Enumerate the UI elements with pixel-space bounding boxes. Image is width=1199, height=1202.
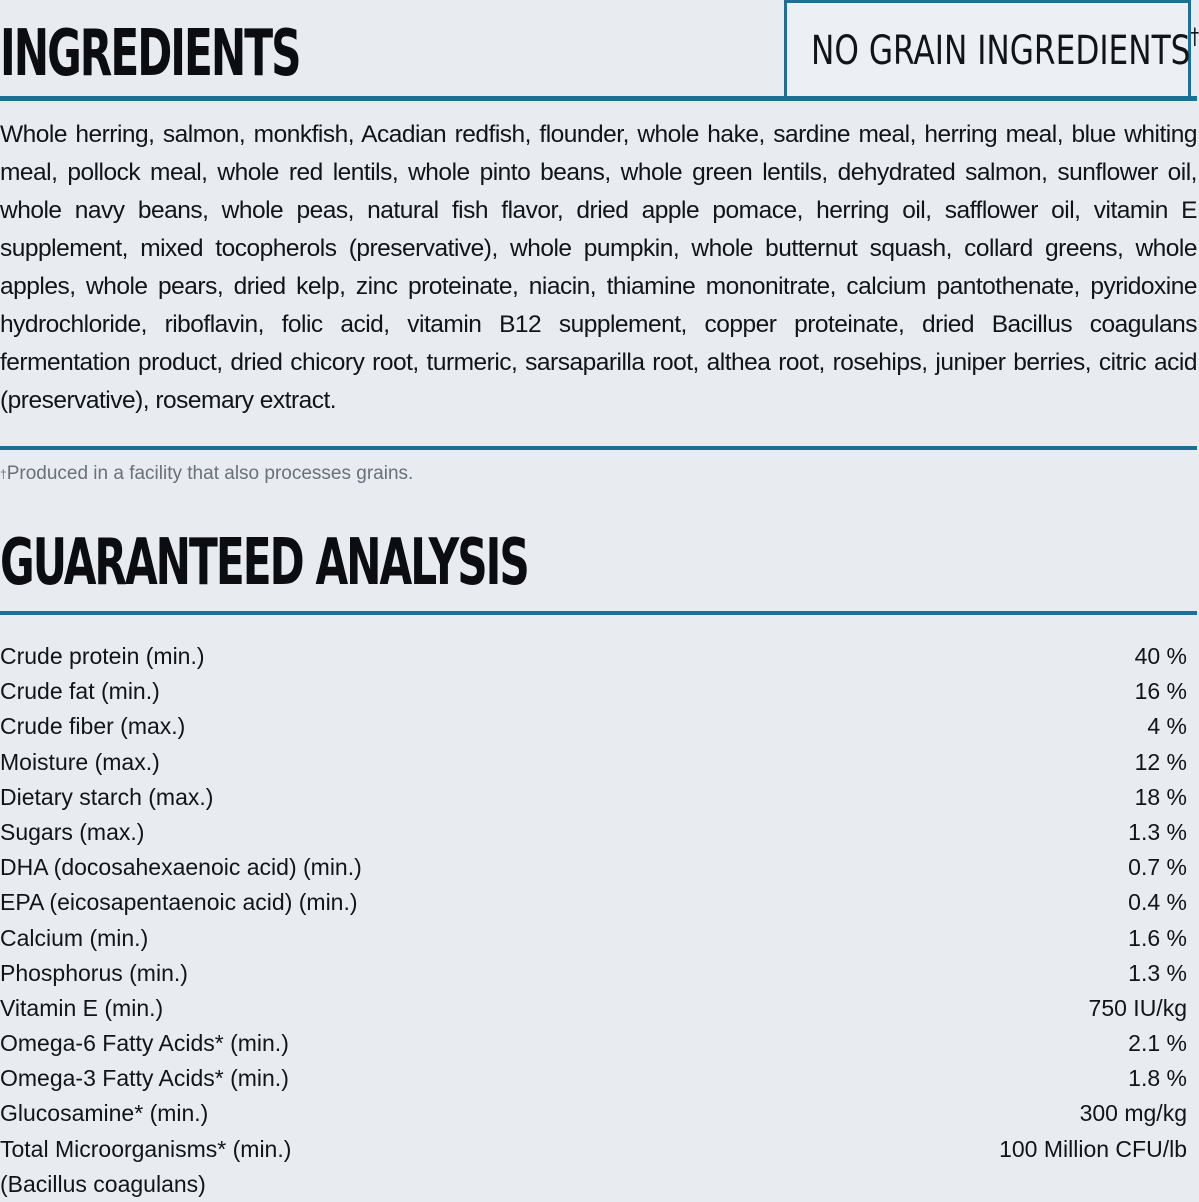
analysis-row [0, 815, 1187, 850]
analysis-value: 0.7 % [1128, 854, 1187, 881]
analysis-row [0, 709, 1187, 744]
footnote-divider [0, 446, 1197, 450]
analysis-row [0, 921, 1187, 956]
no-grain-badge [784, 0, 1199, 96]
analysis-value: 18 % [1134, 783, 1187, 810]
analysis-row [0, 639, 1187, 674]
analysis-row [0, 1026, 1187, 1061]
analysis-value: 1.3 % [1128, 818, 1187, 845]
no-grain-badge-text [811, 25, 1199, 74]
analysis-value: 12 % [1134, 748, 1187, 775]
analysis-value: 4 % [1147, 713, 1187, 740]
analysis-label: Moisture (max.) [0, 748, 160, 775]
analysis-row [0, 850, 1187, 885]
analysis-row [0, 1132, 1187, 1167]
footnote-dagger-mark: † [0, 467, 7, 481]
grain-facility-footnote [0, 462, 413, 486]
analysis-divider [0, 611, 1197, 615]
analysis-label: Calcium (min.) [0, 924, 149, 951]
ingredients-title: INGREDIENTS [0, 17, 300, 91]
analysis-value: 0.4 % [1128, 889, 1187, 916]
analysis-label: Glucosamine* (min.) [0, 1100, 209, 1127]
analysis-row [0, 956, 1187, 991]
analysis-label: Phosphorus (min.) [0, 959, 188, 986]
analysis-value: 40 % [1134, 643, 1187, 669]
badge-label: NO GRAIN INGREDIENTS [811, 28, 1191, 74]
analysis-row [0, 674, 1187, 709]
analysis-value: 1.8 % [1128, 1065, 1187, 1092]
analysis-label: DHA (docosahexaenoic acid) (min.) [0, 854, 362, 881]
ingredients-list: Whole herring, salmon, monkfish, Acadian redfish, flounder, whole hake, sardine meal, herring meal, blue whiting meal, pollock meal, whole red lentils, whole pinto beans, whole green lentils, dehydrated salmon, sunflower oil, whole navy beans, whole peas, natural fish flavor, dried apple pomace, herring oil, safflower oil, vitamin E supplement, mixed tocopherols (preservative), whole pumpkin, whole butternut squash, collard greens, whole apples, whole pears, dried kelp, zinc proteinate, niacin, thiamine mononitrate, calcium pantothenate, pyridoxine hydrochloride, riboflavin, folic acid, vitamin B12 supplement, copper proteinate, dried Bacillus coagulans fermentation product, dried chicory root, turmeric, sarsaparilla root, althea root, rosehips, juniper berries, citric acid (preservative), rosemary extract. [0, 121, 1197, 414]
analysis-value: 300 mg/kg [1079, 1100, 1187, 1127]
analysis-value: 1.6 % [1128, 924, 1187, 951]
analysis-value: 100 Million CFU/lb [999, 1135, 1187, 1162]
analysis-value: 2.1 % [1128, 1030, 1187, 1057]
analysis-label: Crude fiber (max.) [0, 713, 186, 740]
analysis-table [0, 639, 1187, 1202]
analysis-row [0, 745, 1187, 780]
analysis-value: 750 IU/kg [1088, 994, 1187, 1021]
analysis-row [0, 885, 1187, 920]
analysis-value: 1.3 % [1128, 959, 1187, 986]
analysis-label: Crude fat (min.) [0, 678, 160, 705]
guaranteed-analysis-title: GUARANTEED ANALYSIS [0, 526, 528, 600]
analysis-label: Omega-6 Fatty Acids* (min.) [0, 1030, 289, 1057]
analysis-label: Omega-3 Fatty Acids* (min.) [0, 1065, 289, 1092]
analysis-label: Dietary starch (max.) [0, 783, 214, 810]
analysis-label: Sugars (max.) [0, 818, 145, 845]
analysis-label: Crude protein (min.) [0, 643, 205, 669]
analysis-label: EPA (eicosapentaenoic acid) (min.) [0, 889, 358, 916]
ingredients-divider [0, 96, 1197, 101]
analysis-value: 16 % [1134, 678, 1187, 705]
microorganism-subnote: (Bacillus coagulans) [0, 1170, 206, 1197]
analysis-row [0, 991, 1187, 1026]
footnote-text: Produced in a facility that also processes grains. [6, 463, 414, 484]
analysis-row [0, 1096, 1187, 1131]
badge-dagger-mark: † [1190, 25, 1199, 50]
analysis-label: Total Microorganisms* (min.) [0, 1135, 292, 1162]
analysis-row [0, 780, 1187, 815]
analysis-label: Vitamin E (min.) [0, 994, 164, 1021]
analysis-row [0, 1061, 1187, 1096]
